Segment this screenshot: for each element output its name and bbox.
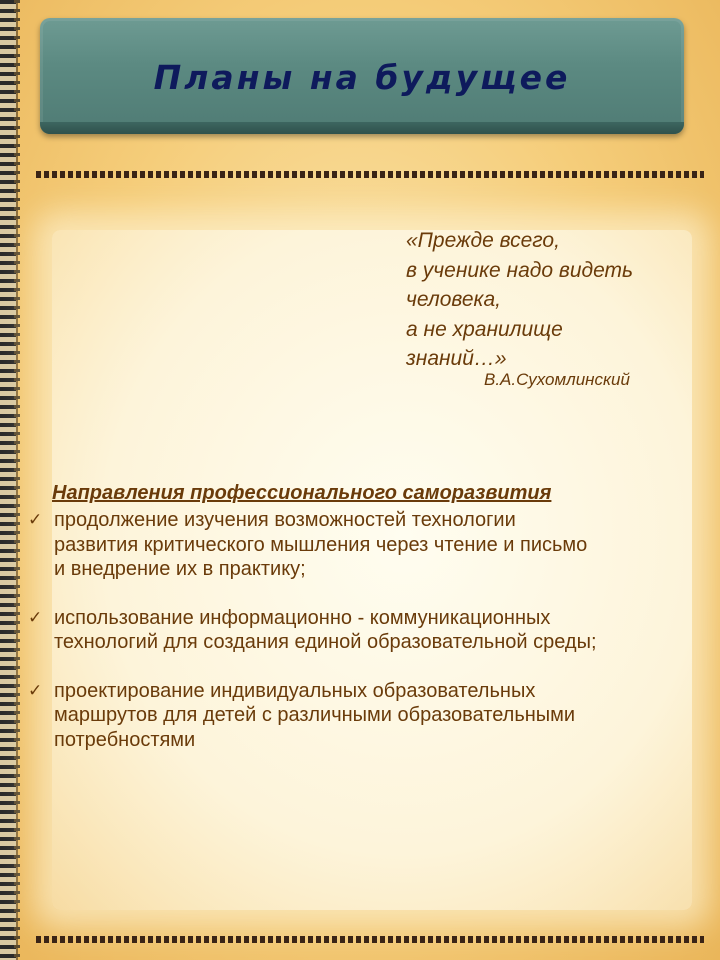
check-icon: ✓: [28, 680, 43, 701]
list-item: [28, 679, 678, 753]
list-item-line: использование информационно - коммуникационных: [54, 606, 551, 629]
quote-line: в ученике надо видеть: [406, 258, 634, 282]
bottom-dashed-divider: [36, 936, 704, 943]
spiral-rings-decoration: [14, 0, 20, 960]
epigraph-quote: [406, 226, 706, 374]
quote-line: знаний…»: [406, 347, 507, 370]
quote-author: В.А.Сухомлинский: [484, 370, 630, 389]
list-item-line: проектирование индивидуальных образовательных: [54, 679, 536, 702]
list-item: [28, 606, 678, 655]
list-item-line: технологий для создания единой образовательной среды;: [54, 631, 597, 653]
check-icon: ✓: [28, 510, 43, 530]
title-plate: [40, 18, 684, 134]
quote-line: человека,: [406, 288, 501, 311]
list-item-line: развития критического мышления через чтение и письмо: [54, 533, 588, 556]
directions-heading: Направления профессионального саморазвития: [52, 482, 552, 504]
quote-line: а не хранилище: [406, 317, 563, 341]
page-title: Планы на будущее: [153, 58, 571, 97]
list-item-line: маршрутов для детей с различными образовательными: [54, 704, 576, 726]
check-icon: ✓: [28, 607, 43, 628]
top-dashed-divider: [36, 171, 704, 178]
list-item-line: продолжение изучения возможностей технологии: [54, 509, 516, 531]
directions-list: [28, 508, 678, 752]
list-item: [28, 508, 678, 582]
list-item-line: и внедрение их в практику;: [54, 558, 306, 580]
quote-line: «Прежде всего,: [406, 229, 560, 252]
list-item-line: потребностями: [54, 728, 196, 751]
